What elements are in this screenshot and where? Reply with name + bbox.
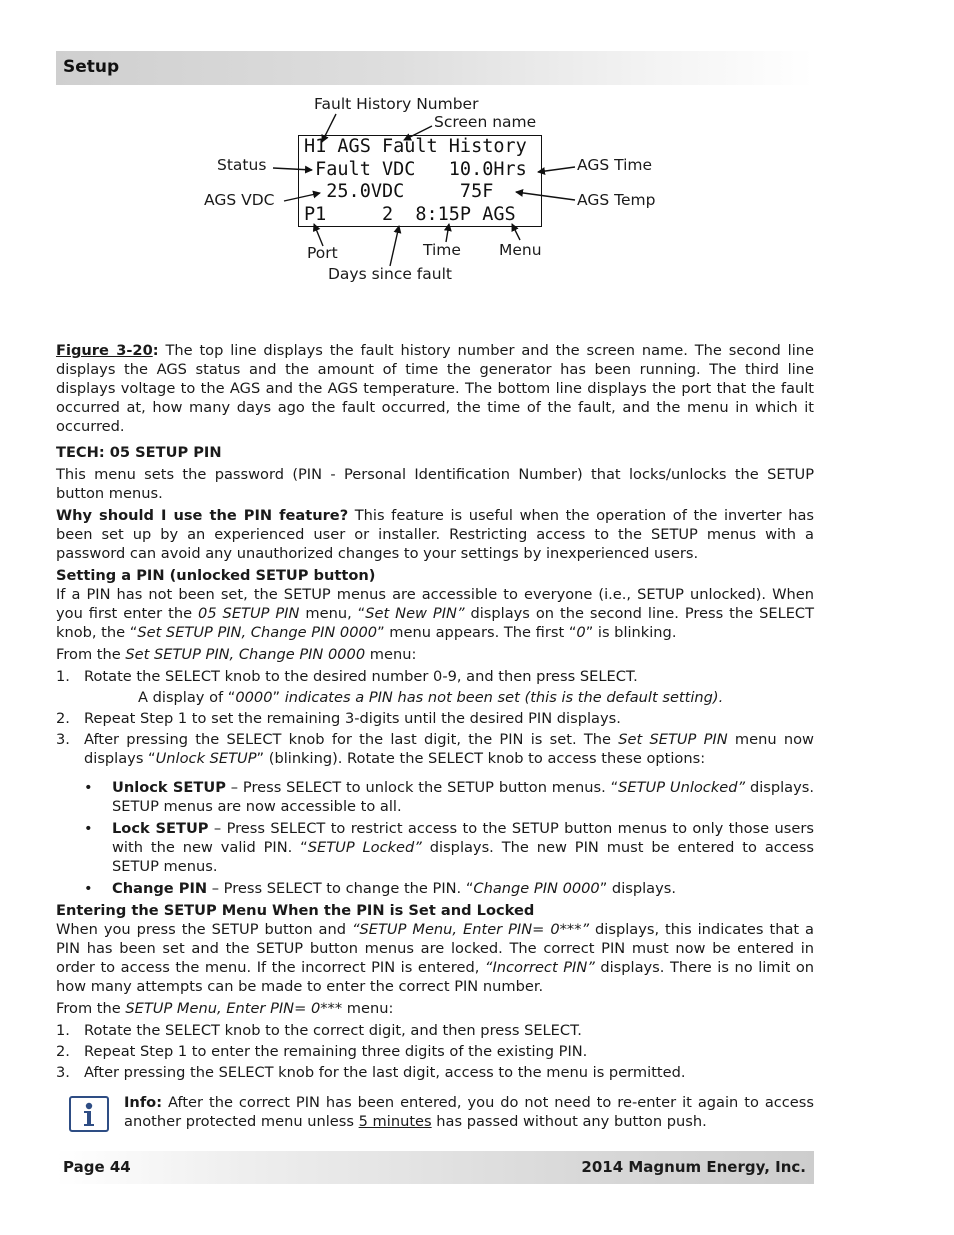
figure-caption: Figure 3-20: The top line displays the fault history number and the screen name. The second line displays the AGS status and the amount of time the generator has been running. The third line displays voltage to the AGS and the AGS temperature. The bottom line displays the port that the fault occurred at, how many days ago the fault occurred, the time of the fault, and the menu in which it occurred.: [56, 342, 814, 435]
steps-list-2: [56, 1021, 814, 1082]
lcd-display: [298, 135, 542, 227]
list-item: 1. Rotate the SELECT knob to the correct digit, and then press SELECT.: [56, 1022, 582, 1039]
why-paragraph: Why should I use the PIN feature? This feature is useful when the operation of the inverter has been set up by an experienced user or installer. Restricting access to the SETUP menus with a password can avoid any unauthorized changes to your settings by inexperienced users.: [56, 507, 814, 562]
lcd-line-1: H1 AGS Fault History: [304, 136, 527, 157]
label-fault-history-number: Fault History Number: [314, 95, 479, 113]
list-item: 1. Rotate the SELECT knob to the desired number 0-9, and then press SELECT.: [56, 668, 638, 685]
label-menu: Menu: [499, 241, 542, 259]
page-footer: [56, 1151, 814, 1184]
list-item: 3. After pressing the SELECT knob for the last digit, the PIN is set. The Set SETUP PIN menu now displays “Unlock SETUP” (blinking). Rotate the SELECT knob to access these options:: [56, 731, 814, 767]
info-icon: [69, 1096, 109, 1132]
label-screen-name: Screen name: [434, 113, 537, 131]
lcd-figure: [0, 0, 954, 300]
option-change-pin: • Change PIN – Press SELECT to change the PIN. “Change PIN 0000” displays.: [84, 880, 676, 897]
figure-label: Figure 3-20: [56, 342, 153, 359]
entering-heading: Entering the SETUP Menu When the PIN is Set and Locked: [56, 902, 535, 919]
lcd-line-2: Fault VDC 10.0Hrs: [304, 159, 527, 180]
label-ags-vdc: AGS VDC: [204, 191, 275, 209]
entering-paragraph: When you press the SETUP button and “SETUP Menu, Enter PIN= 0***” displays, this indicates that a PIN has been set and the SETUP button menus are locked. The correct PIN must now be entered in order to access the menu. If the incorrect PIN is entered, “Incorrect PIN” displays. There is no limit on how many attempts can be made to enter the correct PIN number.: [56, 921, 815, 995]
port-arrow: [314, 224, 323, 246]
list-item: 2. Repeat Step 1 to enter the remaining three digits of the existing PIN.: [56, 1043, 588, 1060]
label-days-since-fault: Days since fault: [328, 265, 452, 283]
info-text: Info: After the correct PIN has been entered, you do not need to re-enter it again to access another protected menu unless 5 minutes has passed without any button push.: [124, 1094, 814, 1130]
label-port: Port: [307, 244, 338, 262]
from-menu-line-2: From the SETUP Menu, Enter PIN= 0*** menu:: [56, 1000, 394, 1017]
label-ags-temp: AGS Temp: [577, 191, 656, 209]
list-item: 2. Repeat Step 1 to set the remaining 3-digits until the desired PIN displays.: [56, 710, 621, 727]
lcd-line-3: 25.0VDC 75F: [304, 181, 494, 202]
section-heading: TECH: 05 SETUP PIN: [56, 444, 222, 461]
days-since-fault-arrow: [390, 226, 399, 266]
section-title: Setup: [63, 57, 120, 77]
label-time: Time: [423, 241, 461, 259]
list-item: 3. After pressing the SELECT knob for the last digit, access to the menu is permitted.: [56, 1064, 686, 1081]
option-lock-setup: • Lock SETUP – Press SELECT to restrict access to the SETUP button menus to only those users with the new valid PIN. “SETUP Locked” displays. The new PIN must be entered to access SETUP menus.: [84, 820, 815, 875]
options-list: [56, 778, 814, 898]
info-note: [56, 1093, 814, 1131]
copyright: 2014 Magnum Energy, Inc.: [581, 1158, 806, 1176]
label-ags-time: AGS Time: [577, 156, 653, 174]
page-number: Page 44: [63, 1158, 131, 1176]
setting-paragraph: If a PIN has not been set, the SETUP menus are accessible to everyone (i.e., SETUP unlocked). When you first enter the 05 SETUP PIN menu, “Set New PIN” displays on the second line. Press the SELECT knob, the “Set SETUP PIN, Change PIN 0000” menu appears. The first “0” is blinking.: [56, 586, 815, 641]
from-menu-line-1: From the Set SETUP PIN, Change PIN 0000 menu:: [56, 646, 417, 663]
default-note: A display of “0000” indicates a PIN has not been set (this is the default setting).: [138, 689, 724, 706]
body-text: [56, 341, 814, 1131]
option-unlock-setup: • Unlock SETUP – Press SELECT to unlock the SETUP button menus. “SETUP Unlocked” displays. SETUP menus are now accessible to all.: [84, 779, 815, 815]
intro-paragraph: This menu sets the password (PIN - Personal Identification Number) that locks/unlocks the SETUP button menus.: [56, 466, 814, 502]
setting-heading: Setting a PIN (unlocked SETUP button): [56, 567, 376, 584]
ags-time-arrow: [538, 167, 575, 172]
steps-list-1: [56, 667, 814, 768]
label-status: Status: [217, 156, 267, 174]
lcd-line-4: P1 2 8:15P AGS: [304, 204, 516, 225]
